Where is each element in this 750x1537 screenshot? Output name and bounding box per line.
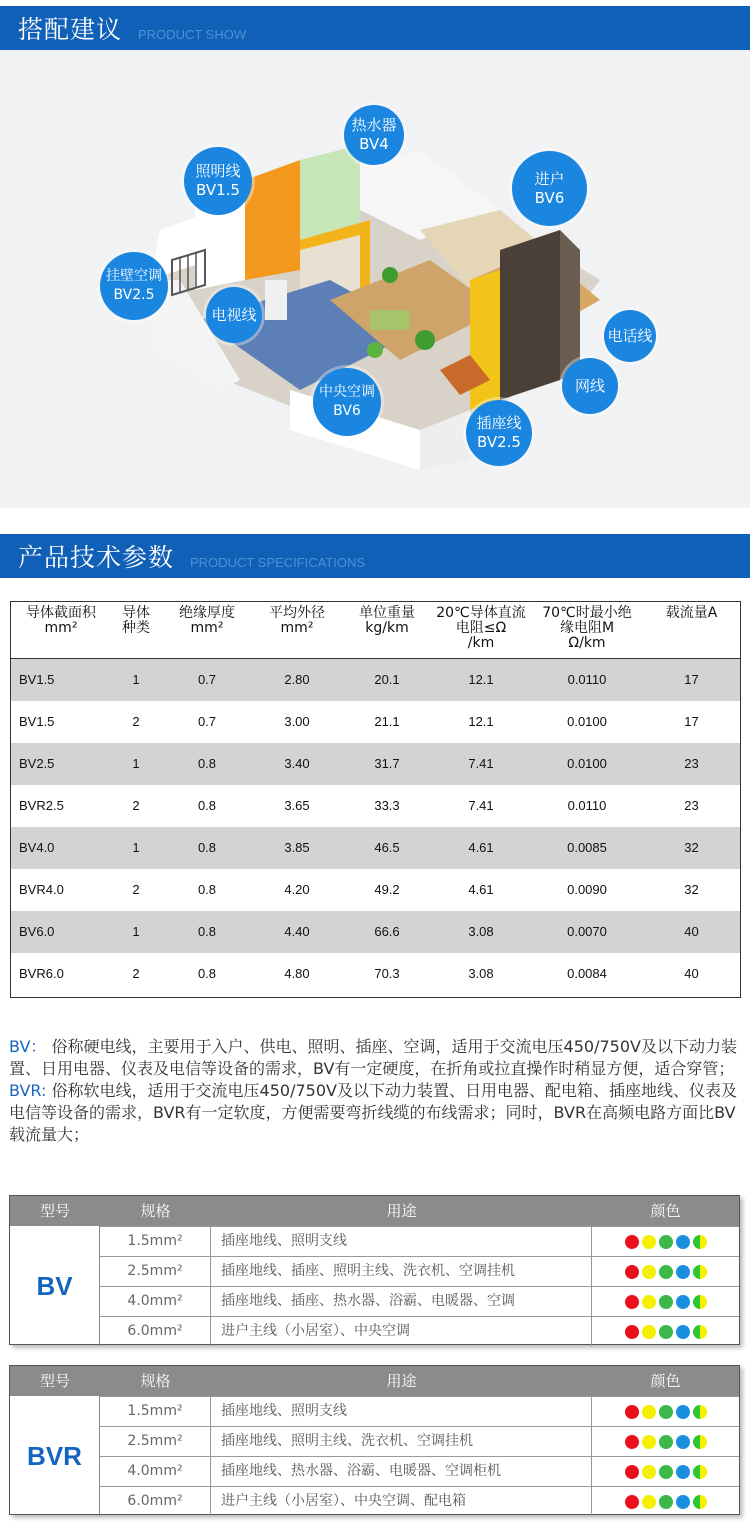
wire-color-dot xyxy=(625,1435,639,1449)
spec-cell: 0.8 xyxy=(197,798,217,813)
spec-cell: 23 xyxy=(684,798,699,813)
spec-header-line: /km xyxy=(467,635,495,651)
wire-color-dot xyxy=(625,1265,639,1279)
spec-cell: 23 xyxy=(684,756,699,771)
spec-cell: 32 xyxy=(684,882,699,897)
spec-cell: 20.1 xyxy=(374,672,400,687)
spec-header-line: 70℃时最小绝 xyxy=(542,605,632,621)
wire-color-dot xyxy=(693,1465,707,1479)
spec-cell: 3.08 xyxy=(468,966,494,981)
spec-header-line: 缘电阻M xyxy=(559,620,615,636)
usage-purpose: 插座地线、照明主线、洗衣机、空调挂机 xyxy=(211,1427,592,1456)
spec-header-cell xyxy=(13,606,109,636)
usage-size: 2.5mm² xyxy=(100,1257,211,1286)
spec-cell: 2 xyxy=(132,882,140,897)
bubble-network xyxy=(562,358,618,414)
spec-table-header xyxy=(11,602,740,659)
wire-color-dot xyxy=(659,1325,673,1339)
bubble-value: BV6 xyxy=(333,403,361,419)
wire-color-dot xyxy=(642,1405,656,1419)
usage-colors xyxy=(592,1487,739,1516)
wire-color-dot xyxy=(659,1405,673,1419)
section-banner-show xyxy=(0,6,750,50)
spec-cell: 1 xyxy=(132,840,140,855)
bubble-socket xyxy=(466,400,532,466)
usage-row xyxy=(100,1396,739,1426)
spec-cell: 21.1 xyxy=(374,714,400,729)
spec-cell: BVR2.5 xyxy=(19,798,64,813)
spec-header-cell xyxy=(431,606,531,651)
usage-model: BV xyxy=(10,1226,100,1346)
spec-cell: 12.1 xyxy=(468,714,494,729)
bvr-text: 俗称软电线，适用于交流电压450/750V及以下动力装置、日用电器、配电箱、插座地线、仪表及电信等设备的需求，BVR有一定软度，方便需要弯折线缆的布线需求；同时，BVR在高频电路方面比BV载流量大； xyxy=(9,1081,737,1144)
spec-header-line: 种类 xyxy=(122,620,150,636)
usage-size: 4.0mm² xyxy=(100,1457,211,1486)
spec-cell: 4.61 xyxy=(468,840,494,855)
spec-cell: 0.0085 xyxy=(567,840,607,855)
wire-description xyxy=(9,1036,739,1146)
usage-row xyxy=(100,1256,739,1286)
spec-header-line: Ω/km xyxy=(568,635,606,651)
spec-cell: 2 xyxy=(132,798,140,813)
bubble-lighting xyxy=(184,147,252,215)
spec-table-row xyxy=(11,953,740,995)
bubble-label: 插座线 xyxy=(476,414,522,432)
spec-cell: 3.85 xyxy=(284,840,310,855)
usage-table-bv xyxy=(9,1195,740,1345)
spec-table-row xyxy=(11,743,740,785)
usage-purpose: 进户主线（小居室）、中央空调 xyxy=(211,1317,592,1346)
spec-cell: 0.0100 xyxy=(567,714,607,729)
bubble-value: BV2.5 xyxy=(477,433,521,451)
wire-color-dot xyxy=(693,1325,707,1339)
wire-color-dot xyxy=(659,1235,673,1249)
spec-cell: 0.8 xyxy=(197,840,217,855)
spec-header-line: kg/km xyxy=(365,620,409,636)
bvr-key: BVR: xyxy=(9,1081,47,1100)
spec-cell: 0.8 xyxy=(197,882,217,897)
section-title: 产品技术参数 xyxy=(18,543,175,572)
usage-size: 1.5mm² xyxy=(100,1227,211,1256)
spec-cell: 2.80 xyxy=(284,672,310,687)
spec-cell: BV2.5 xyxy=(19,756,55,771)
wire-color-dot xyxy=(625,1405,639,1419)
usage-row xyxy=(100,1426,739,1456)
usage-size: 4.0mm² xyxy=(100,1287,211,1316)
usage-header-spec: 规格 xyxy=(140,1372,171,1390)
usage-header-use: 用途 xyxy=(386,1202,417,1220)
wire-color-dot xyxy=(659,1495,673,1509)
spec-cell: 3.08 xyxy=(468,924,494,939)
spec-cell: 0.7 xyxy=(197,714,217,729)
wire-color-dot xyxy=(642,1265,656,1279)
spec-header-line: 20℃导体直流 xyxy=(436,605,526,621)
spec-cell: 7.41 xyxy=(468,798,494,813)
usage-colors xyxy=(592,1227,739,1256)
wire-color-dot xyxy=(693,1495,707,1509)
spec-header-line: mm² xyxy=(190,620,224,636)
wire-color-dot xyxy=(642,1495,656,1509)
bubble-label: 热水器 xyxy=(351,116,397,134)
usage-row xyxy=(100,1316,739,1346)
spec-cell: 3.65 xyxy=(284,798,310,813)
usage-size: 1.5mm² xyxy=(100,1397,211,1426)
spec-cell: BVR4.0 xyxy=(19,882,64,897)
bv-text: 俗称硬电线，主要用于入户、供电、照明、插座、空调，适用于交流电压450/750V及以下动力装置、日用电器、仪表及电信等设备的需求，BV有一定硬度，在折角或拉直操作时稍显方便，适合穿管； xyxy=(9,1037,737,1078)
wire-color-dot xyxy=(676,1405,690,1419)
usage-row xyxy=(100,1456,739,1486)
spec-header-cell xyxy=(343,606,431,636)
spec-cell: 0.0110 xyxy=(567,798,607,813)
usage-purpose: 进户主线（小居室）、中央空调、配电箱 xyxy=(211,1487,592,1516)
usage-table-header xyxy=(10,1196,739,1226)
spec-cell: 4.61 xyxy=(468,882,494,897)
usage-colors xyxy=(592,1457,739,1486)
spec-cell: 3.00 xyxy=(284,714,310,729)
spec-cell: 66.6 xyxy=(374,924,400,939)
bubble-label: 进户 xyxy=(534,169,565,188)
bv-description xyxy=(9,1036,739,1080)
bubble-heater xyxy=(344,105,404,165)
spec-header-line: 导体截面积 xyxy=(26,605,96,621)
wire-color-dot xyxy=(625,1295,639,1309)
section-subtitle: PRODUCT SHOW xyxy=(138,27,247,42)
spec-cell: 1 xyxy=(132,756,140,771)
usage-purpose: 插座地线、照明支线 xyxy=(211,1397,592,1426)
bubble-value: BV6 xyxy=(534,188,565,207)
spec-cell: BV1.5 xyxy=(19,672,55,687)
spec-cell: 0.7 xyxy=(197,672,217,687)
usage-colors xyxy=(592,1427,739,1456)
wire-color-dot xyxy=(676,1325,690,1339)
house-illustration xyxy=(0,50,750,508)
section-subtitle: PRODUCT SPECIFICATIONS xyxy=(190,555,366,570)
spec-header-line: 载流量A xyxy=(665,605,718,621)
spec-cell: 0.0110 xyxy=(567,672,607,687)
spec-header-cell xyxy=(531,606,643,651)
bubble-label: 电视线 xyxy=(211,305,257,324)
wire-color-dot xyxy=(659,1295,673,1309)
spec-header-cell xyxy=(251,606,343,636)
spec-cell: 2 xyxy=(132,966,140,981)
usage-header-model: 型号 xyxy=(39,1202,70,1220)
wire-color-dot xyxy=(693,1435,707,1449)
usage-row xyxy=(100,1286,739,1316)
wire-color-dot xyxy=(693,1265,707,1279)
wire-color-dot xyxy=(625,1465,639,1479)
bubble-value: BV4 xyxy=(359,135,389,153)
wire-color-dot xyxy=(642,1435,656,1449)
wire-color-dot xyxy=(659,1435,673,1449)
spec-cell: 1 xyxy=(132,672,140,687)
spec-header-line: mm² xyxy=(280,620,314,636)
bubble-label: 照明线 xyxy=(195,162,241,180)
spec-cell: 40 xyxy=(684,924,699,939)
bubble-label: 网线 xyxy=(574,376,605,395)
wire-color-dot xyxy=(642,1235,656,1249)
usage-row xyxy=(100,1486,739,1516)
wire-color-dot xyxy=(625,1325,639,1339)
spec-cell: 17 xyxy=(684,672,699,687)
spec-table-row xyxy=(11,911,740,953)
bubble-tv xyxy=(206,287,262,343)
wire-color-dot xyxy=(676,1265,690,1279)
usage-colors xyxy=(592,1397,739,1426)
spec-cell: BVR6.0 xyxy=(19,966,64,981)
wire-color-dot xyxy=(659,1265,673,1279)
usage-colors xyxy=(592,1257,739,1286)
usage-purpose: 插座地线、插座、热水器、浴霸、电暖器、空调 xyxy=(211,1287,592,1316)
section-title: 搭配建议 xyxy=(18,15,123,44)
usage-size: 2.5mm² xyxy=(100,1427,211,1456)
wire-color-dot xyxy=(642,1295,656,1309)
usage-size: 6.0mm² xyxy=(100,1487,211,1516)
spec-cell: 32 xyxy=(684,840,699,855)
bubble-entry xyxy=(512,151,587,226)
spec-cell: 40 xyxy=(684,966,699,981)
wire-color-dot xyxy=(642,1465,656,1479)
spec-cell: 4.80 xyxy=(284,966,310,981)
spec-cell: 7.41 xyxy=(468,756,494,771)
spec-header-line: 单位重量 xyxy=(359,605,415,621)
usage-purpose: 插座地线、热水器、浴霸、电暖器、空调柜机 xyxy=(211,1457,592,1486)
usage-table-bvr xyxy=(9,1365,740,1515)
spec-header-cell xyxy=(643,606,740,621)
wire-color-dot xyxy=(676,1435,690,1449)
usage-colors xyxy=(592,1317,739,1346)
spec-cell: 17 xyxy=(684,714,699,729)
spec-cell: 12.1 xyxy=(468,672,494,687)
usage-header-color: 颜色 xyxy=(650,1372,681,1390)
spec-cell: BV6.0 xyxy=(19,924,55,939)
spec-cell: 46.5 xyxy=(374,840,400,855)
spec-table-row xyxy=(11,659,740,701)
usage-row xyxy=(100,1226,739,1256)
spec-table-row xyxy=(11,785,740,827)
spec-table-row xyxy=(11,869,740,911)
spec-cell: BV4.0 xyxy=(19,840,55,855)
wire-color-dot xyxy=(625,1235,639,1249)
bubble-value: BV1.5 xyxy=(196,181,240,199)
spec-cell: 0.0084 xyxy=(567,966,607,981)
usage-header-spec: 规格 xyxy=(140,1202,171,1220)
spec-header-cell xyxy=(163,606,251,636)
spec-header-line: 电阻≤Ω xyxy=(455,620,507,636)
spec-cell: 49.2 xyxy=(374,882,400,897)
spec-header-cell xyxy=(109,606,163,636)
spec-cell: 4.20 xyxy=(284,882,310,897)
wire-color-dot xyxy=(659,1465,673,1479)
section-banner-specs xyxy=(0,534,750,578)
spec-cell: 33.3 xyxy=(374,798,400,813)
bubble-label: 电话线 xyxy=(607,326,653,345)
usage-header-color: 颜色 xyxy=(650,1202,681,1220)
wire-color-dot xyxy=(693,1235,707,1249)
spec-table-row xyxy=(11,701,740,743)
bubble-label: 挂壁空调 xyxy=(106,268,162,284)
spec-header-line: 平均外径 xyxy=(269,605,325,621)
usage-header-use: 用途 xyxy=(386,1372,417,1390)
usage-header-model: 型号 xyxy=(39,1372,70,1390)
usage-purpose: 插座地线、照明支线 xyxy=(211,1227,592,1256)
spec-cell: 1 xyxy=(132,924,140,939)
spec-table xyxy=(10,601,741,998)
wire-color-dot xyxy=(693,1295,707,1309)
spec-cell: 0.0090 xyxy=(567,882,607,897)
bubble-value: BV2.5 xyxy=(113,287,155,303)
usage-purpose: 插座地线、插座、照明主线、洗衣机、空调挂机 xyxy=(211,1257,592,1286)
bv-key: BV： xyxy=(9,1037,47,1056)
spec-cell: 70.3 xyxy=(374,966,400,981)
spec-table-row xyxy=(11,827,740,869)
bubble-ac-wall xyxy=(100,252,168,320)
usage-model: BVR xyxy=(10,1396,100,1516)
spec-header-line: 导体 xyxy=(122,605,150,621)
bubble-central-ac xyxy=(313,368,381,436)
wire-color-dot xyxy=(642,1325,656,1339)
wire-color-dot xyxy=(625,1495,639,1509)
bvr-description xyxy=(9,1080,739,1146)
spec-cell: 3.40 xyxy=(284,756,310,771)
spec-cell: 4.40 xyxy=(284,924,310,939)
spec-cell: 0.0100 xyxy=(567,756,607,771)
spec-cell: 0.8 xyxy=(197,966,217,981)
wire-color-dot xyxy=(676,1295,690,1309)
spec-cell: BV1.5 xyxy=(19,714,55,729)
spec-cell: 0.0070 xyxy=(567,924,607,939)
bubble-label: 中央空调 xyxy=(319,384,375,400)
wire-color-dot xyxy=(693,1405,707,1419)
spec-header-line: mm² xyxy=(44,620,78,636)
wire-color-dot xyxy=(676,1235,690,1249)
spec-cell: 0.8 xyxy=(197,924,217,939)
bubble-phone xyxy=(604,310,656,362)
usage-size: 6.0mm² xyxy=(100,1317,211,1346)
spec-cell: 0.8 xyxy=(197,756,217,771)
spec-cell: 2 xyxy=(132,714,140,729)
wire-color-dot xyxy=(676,1465,690,1479)
usage-table-header xyxy=(10,1366,739,1396)
wire-color-dot xyxy=(676,1495,690,1509)
spec-header-line: 绝缘厚度 xyxy=(179,605,235,621)
usage-colors xyxy=(592,1287,739,1316)
spec-cell: 31.7 xyxy=(374,756,400,771)
